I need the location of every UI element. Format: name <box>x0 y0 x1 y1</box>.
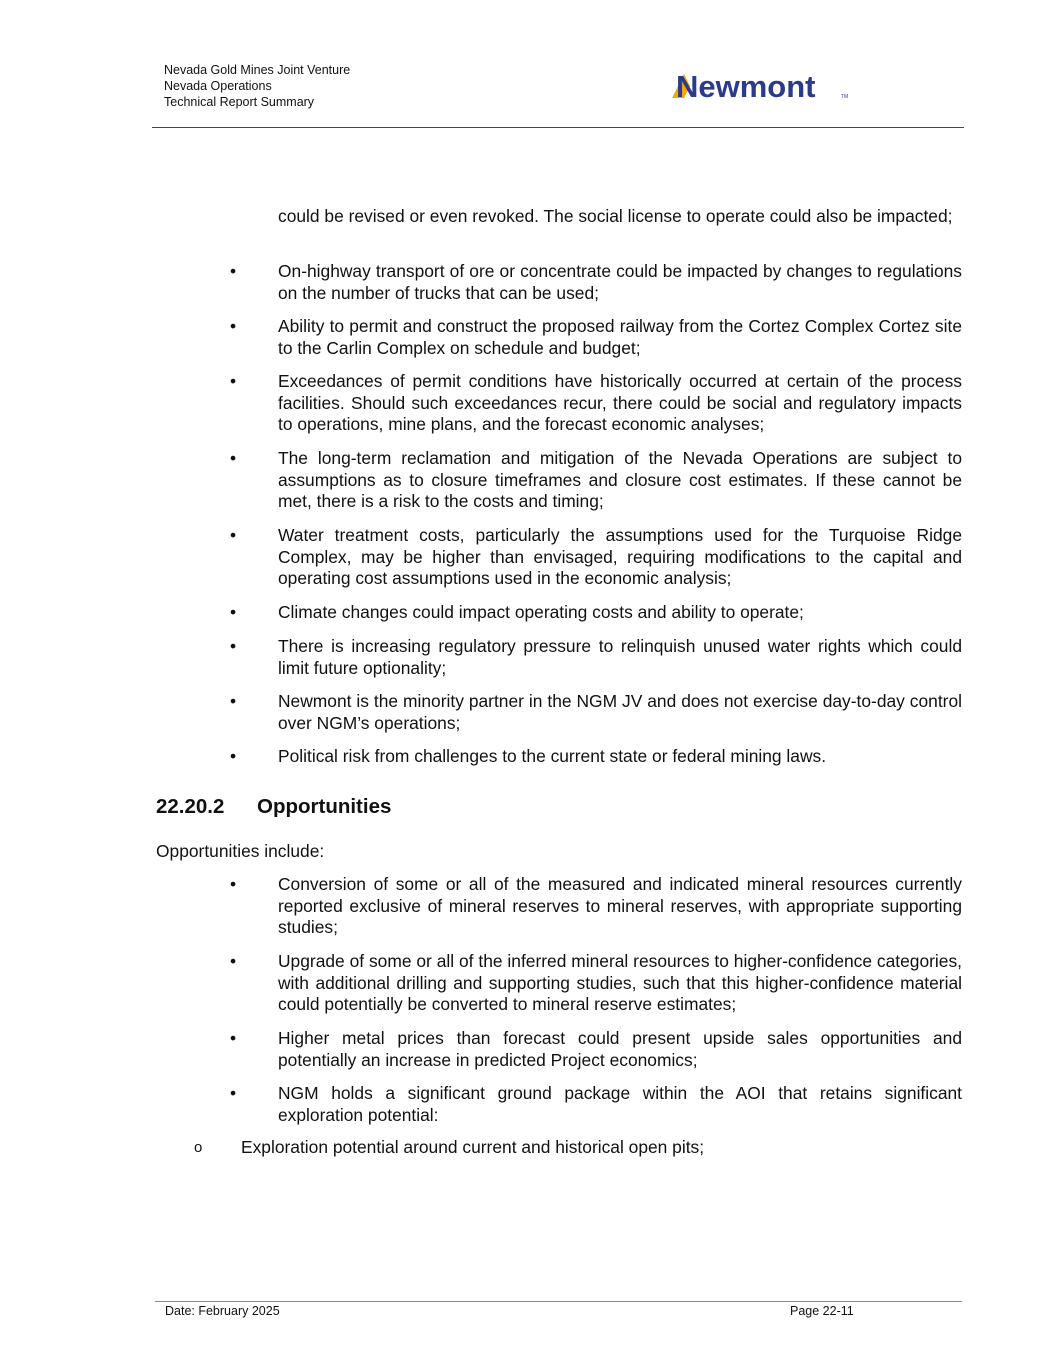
continuation-text: could be revised or even revoked. The social license to operate could also be impacted; <box>278 206 953 226</box>
bullet-icon: • <box>229 636 237 656</box>
logo-text: Newmont <box>676 69 816 104</box>
opportunity-item: • Conversion of some or all of the measured and indicated mineral resources currently reported exclusive of mineral reserves to mineral reserves, with appropriate supporting studies; <box>278 874 962 939</box>
bullet-icon: • <box>229 691 237 711</box>
risk-item: • Ability to permit and construct the proposed railway from the Cortez Complex Cortez site to the Carlin Complex on schedule and budget; <box>278 316 962 359</box>
risk-item: • Water treatment costs, particularly the assumptions used for the Turquoise Ridge Complex, may be higher than envisaged, requiring modifications to the capital and operating cost assumptions used in the economic analysis; <box>278 525 962 590</box>
risk-item: • On-highway transport of ore or concentrate could be impacted by changes to regulations on the number of trucks that can be used; <box>278 261 962 304</box>
bullet-icon: • <box>229 874 237 894</box>
sub-opportunity-item: o Exploration potential around current and historical open pits; <box>194 1137 705 1157</box>
header-operations: Nevada Operations <box>164 79 272 93</box>
bullet-icon: • <box>229 602 237 622</box>
footer-date: Date: February 2025 <box>165 1304 280 1318</box>
header-divider <box>152 127 964 128</box>
opportunity-item: • Upgrade of some or all of the inferred mineral resources to higher-confidence categories, with additional drilling and supporting studies, such that this higher-confidence material could potentially be converted to mineral reserve estimates; <box>278 951 962 1016</box>
section-title: Opportunities <box>257 795 392 818</box>
footer-divider <box>155 1301 962 1302</box>
document-header <box>164 62 350 110</box>
opportunity-item: • Higher metal prices than forecast could present upside sales opportunities and potentially an increase in predicted Project economics; <box>278 1028 962 1071</box>
header-report-type: Technical Report Summary <box>164 95 315 109</box>
bullet-icon: • <box>229 1083 237 1103</box>
logo-tm: TM <box>841 94 849 100</box>
section-intro: Opportunities include: <box>156 841 325 861</box>
section-number: 22.20.2 <box>156 795 225 818</box>
risk-item: • There is increasing regulatory pressure to relinquish unused water rights which could limit future optionality; <box>278 636 962 679</box>
risk-item: • Climate changes could impact operating costs and ability to operate; <box>278 602 962 624</box>
risk-item: • Exceedances of permit conditions have historically occurred at certain of the process facilities. Should such exceedances recur, there could be social and regulatory impacts to operations, mine plans, and the forecast economic analyses; <box>278 371 962 436</box>
section-heading <box>156 795 391 819</box>
bullet-icon: • <box>229 951 237 971</box>
bullet-icon: • <box>229 448 237 468</box>
risk-item: • Political risk from challenges to the current state or federal mining laws. <box>278 746 962 768</box>
header-company: Nevada Gold Mines Joint Venture <box>164 63 351 77</box>
newmont-logo <box>670 66 855 106</box>
bullet-icon: • <box>229 371 237 391</box>
bullet-icon: • <box>229 525 237 545</box>
bullet-icon: • <box>229 261 237 281</box>
bullet-icon: • <box>229 746 237 766</box>
risk-item: • Newmont is the minority partner in the NGM JV and does not exercise day-to-day control over NGM’s operations; <box>278 691 962 734</box>
opportunity-item: • NGM holds a significant ground package within the AOI that retains significant exploration potential: <box>278 1083 962 1126</box>
bullet-icon: • <box>229 316 237 336</box>
risk-item: • The long-term reclamation and mitigation of the Nevada Operations are subject to assumptions as to closure timeframes and closure cost estimates. If these cannot be met, there is a risk to the costs and timing; <box>278 448 962 513</box>
bullet-icon: • <box>229 1028 237 1048</box>
circle-bullet-icon: o <box>194 1139 203 1156</box>
footer-page-number: Page 22-11 <box>790 1304 854 1318</box>
